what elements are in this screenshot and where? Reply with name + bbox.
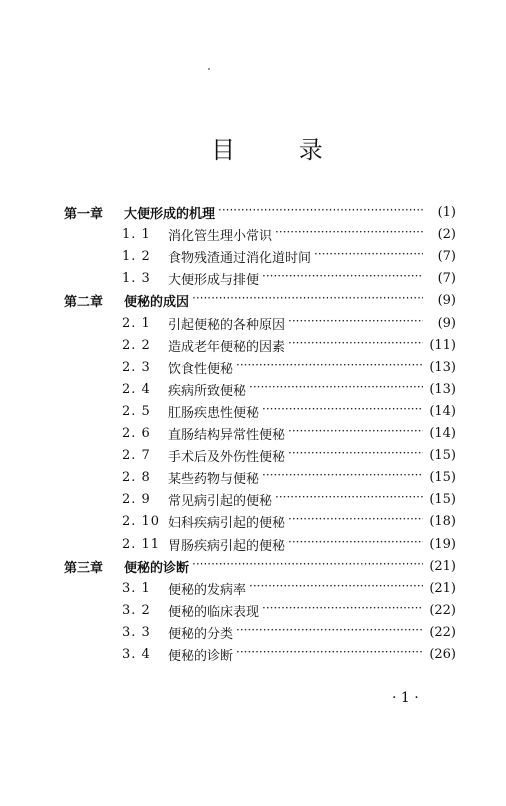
section-number: 3. 3 [122, 624, 151, 640]
page-reference: (19) [429, 536, 456, 552]
toc-section-row [122, 313, 456, 333]
dot-leader [288, 313, 423, 333]
dot-leader [192, 290, 423, 310]
dot-leader [262, 268, 423, 288]
page-number: · 1 · [392, 690, 419, 706]
page-reference: (13) [429, 381, 456, 397]
chapter-title: 便秘的成因 [124, 294, 190, 310]
section-number: 2. 6 [122, 425, 151, 441]
page-reference: (22) [429, 624, 456, 640]
toc-section-row [122, 467, 456, 487]
page-reference: (22) [429, 602, 456, 618]
toc-section-row [122, 268, 456, 288]
section-number: 3. 4 [122, 646, 151, 662]
section-number: 2. 7 [122, 447, 151, 463]
section-number: 2. 2 [122, 337, 151, 353]
page-reference: (18) [429, 513, 456, 529]
section-title: 常见病引起的便秘 [168, 493, 273, 509]
section-title: 便秘的分类 [168, 626, 234, 642]
toc-chapter-row [64, 290, 456, 310]
toc-section-row [122, 489, 456, 509]
page-reference: (21) [429, 580, 456, 596]
section-number: 2. 10 [122, 513, 161, 529]
section-title: 直肠结构异常性便秘 [168, 427, 286, 443]
section-number: 3. 2 [122, 602, 151, 618]
page-reference: (7) [437, 270, 456, 286]
chapter-number: 第二章 [64, 294, 104, 310]
page-reference: (7) [437, 248, 456, 264]
toc-section-row [122, 445, 456, 465]
page-reference: (13) [429, 359, 456, 375]
dot-leader [262, 467, 423, 487]
section-title: 大便形成与排便 [168, 272, 260, 288]
toc-section-row [122, 357, 456, 377]
chapter-title: 便秘的诊断 [124, 560, 190, 576]
page-reference: (15) [429, 447, 456, 463]
dot-leader [262, 401, 423, 421]
dot-leader [314, 246, 423, 266]
section-number: 1. 3 [122, 270, 151, 286]
section-number: 2. 8 [122, 469, 151, 485]
toc-section-row [122, 335, 456, 355]
page-reference: (9) [437, 292, 456, 308]
dot-leader [236, 644, 423, 664]
toc-section-row [122, 578, 456, 598]
chapter-title: 大便形成的机理 [124, 206, 216, 222]
section-title: 食物残渣通过消化道时间 [168, 250, 312, 266]
section-number: 2. 3 [122, 359, 151, 375]
section-number: 1. 1 [122, 226, 151, 242]
dot-leader [288, 445, 423, 465]
section-number: 2. 5 [122, 403, 151, 419]
toc-section-row [122, 423, 456, 443]
dot-leader [236, 622, 423, 642]
toc-chapter-row [64, 202, 456, 222]
section-number: 3. 1 [122, 580, 151, 596]
toc-section-row [122, 511, 456, 531]
page-reference: (14) [429, 403, 456, 419]
section-title: 疾病所致便秘 [168, 383, 247, 399]
dot-leader [192, 556, 423, 576]
page-reference: (9) [437, 315, 456, 331]
toc-section-row [122, 644, 456, 664]
page-reference: (26) [429, 646, 456, 662]
page-reference: (21) [429, 558, 456, 574]
chapter-number: 第一章 [64, 206, 104, 222]
section-title: 某些药物与便秘 [168, 471, 260, 487]
section-title: 消化管生理小常识 [168, 228, 273, 244]
section-title: 胃肠疾病引起的便秘 [168, 538, 286, 554]
dot-leader [288, 423, 423, 443]
dot-leader [262, 600, 423, 620]
section-title: 妇科疾病引起的便秘 [168, 515, 286, 531]
dot-leader [288, 511, 423, 531]
section-title: 便秘的发病率 [168, 582, 247, 598]
section-number: 1. 2 [122, 248, 151, 264]
page-reference: (1) [437, 204, 456, 220]
toc-section-row [122, 401, 456, 421]
section-number: 2. 9 [122, 491, 151, 507]
dot-leader [288, 534, 423, 554]
dot-leader [249, 379, 423, 399]
section-title: 饮食性便秘 [168, 361, 234, 377]
page-reference: (2) [437, 226, 456, 242]
section-title: 便秘的诊断 [168, 648, 234, 664]
dot-leader [249, 578, 423, 598]
section-title: 肛肠疾患性便秘 [168, 405, 260, 421]
toc-section-row [122, 600, 456, 620]
page-reference: (15) [429, 469, 456, 485]
section-title: 手术后及外伤性便秘 [168, 449, 286, 465]
toc-section-row [122, 379, 456, 399]
dot-leader [275, 489, 423, 509]
page-reference: (15) [429, 491, 456, 507]
dot-leader [275, 224, 423, 244]
page-reference: (11) [429, 337, 456, 353]
page-title: 目 录 [211, 136, 351, 164]
dot-leader [218, 202, 423, 222]
section-title: 引起便秘的各种原因 [168, 317, 286, 333]
toc-section-row [122, 224, 456, 244]
page-reference: (14) [429, 425, 456, 441]
chapter-number: 第三章 [64, 560, 104, 576]
dot-leader [236, 357, 423, 377]
toc-chapter-row [64, 556, 456, 576]
section-title: 造成老年便秘的因素 [168, 339, 286, 355]
dot-leader [288, 335, 423, 355]
toc-section-row [122, 622, 456, 642]
section-number: 2. 11 [122, 536, 161, 552]
section-title: 便秘的临床表现 [168, 604, 260, 620]
toc-section-row [122, 534, 456, 554]
toc-section-row [122, 246, 456, 266]
section-number: 2. 4 [122, 381, 151, 397]
section-number: 2. 1 [122, 315, 151, 331]
